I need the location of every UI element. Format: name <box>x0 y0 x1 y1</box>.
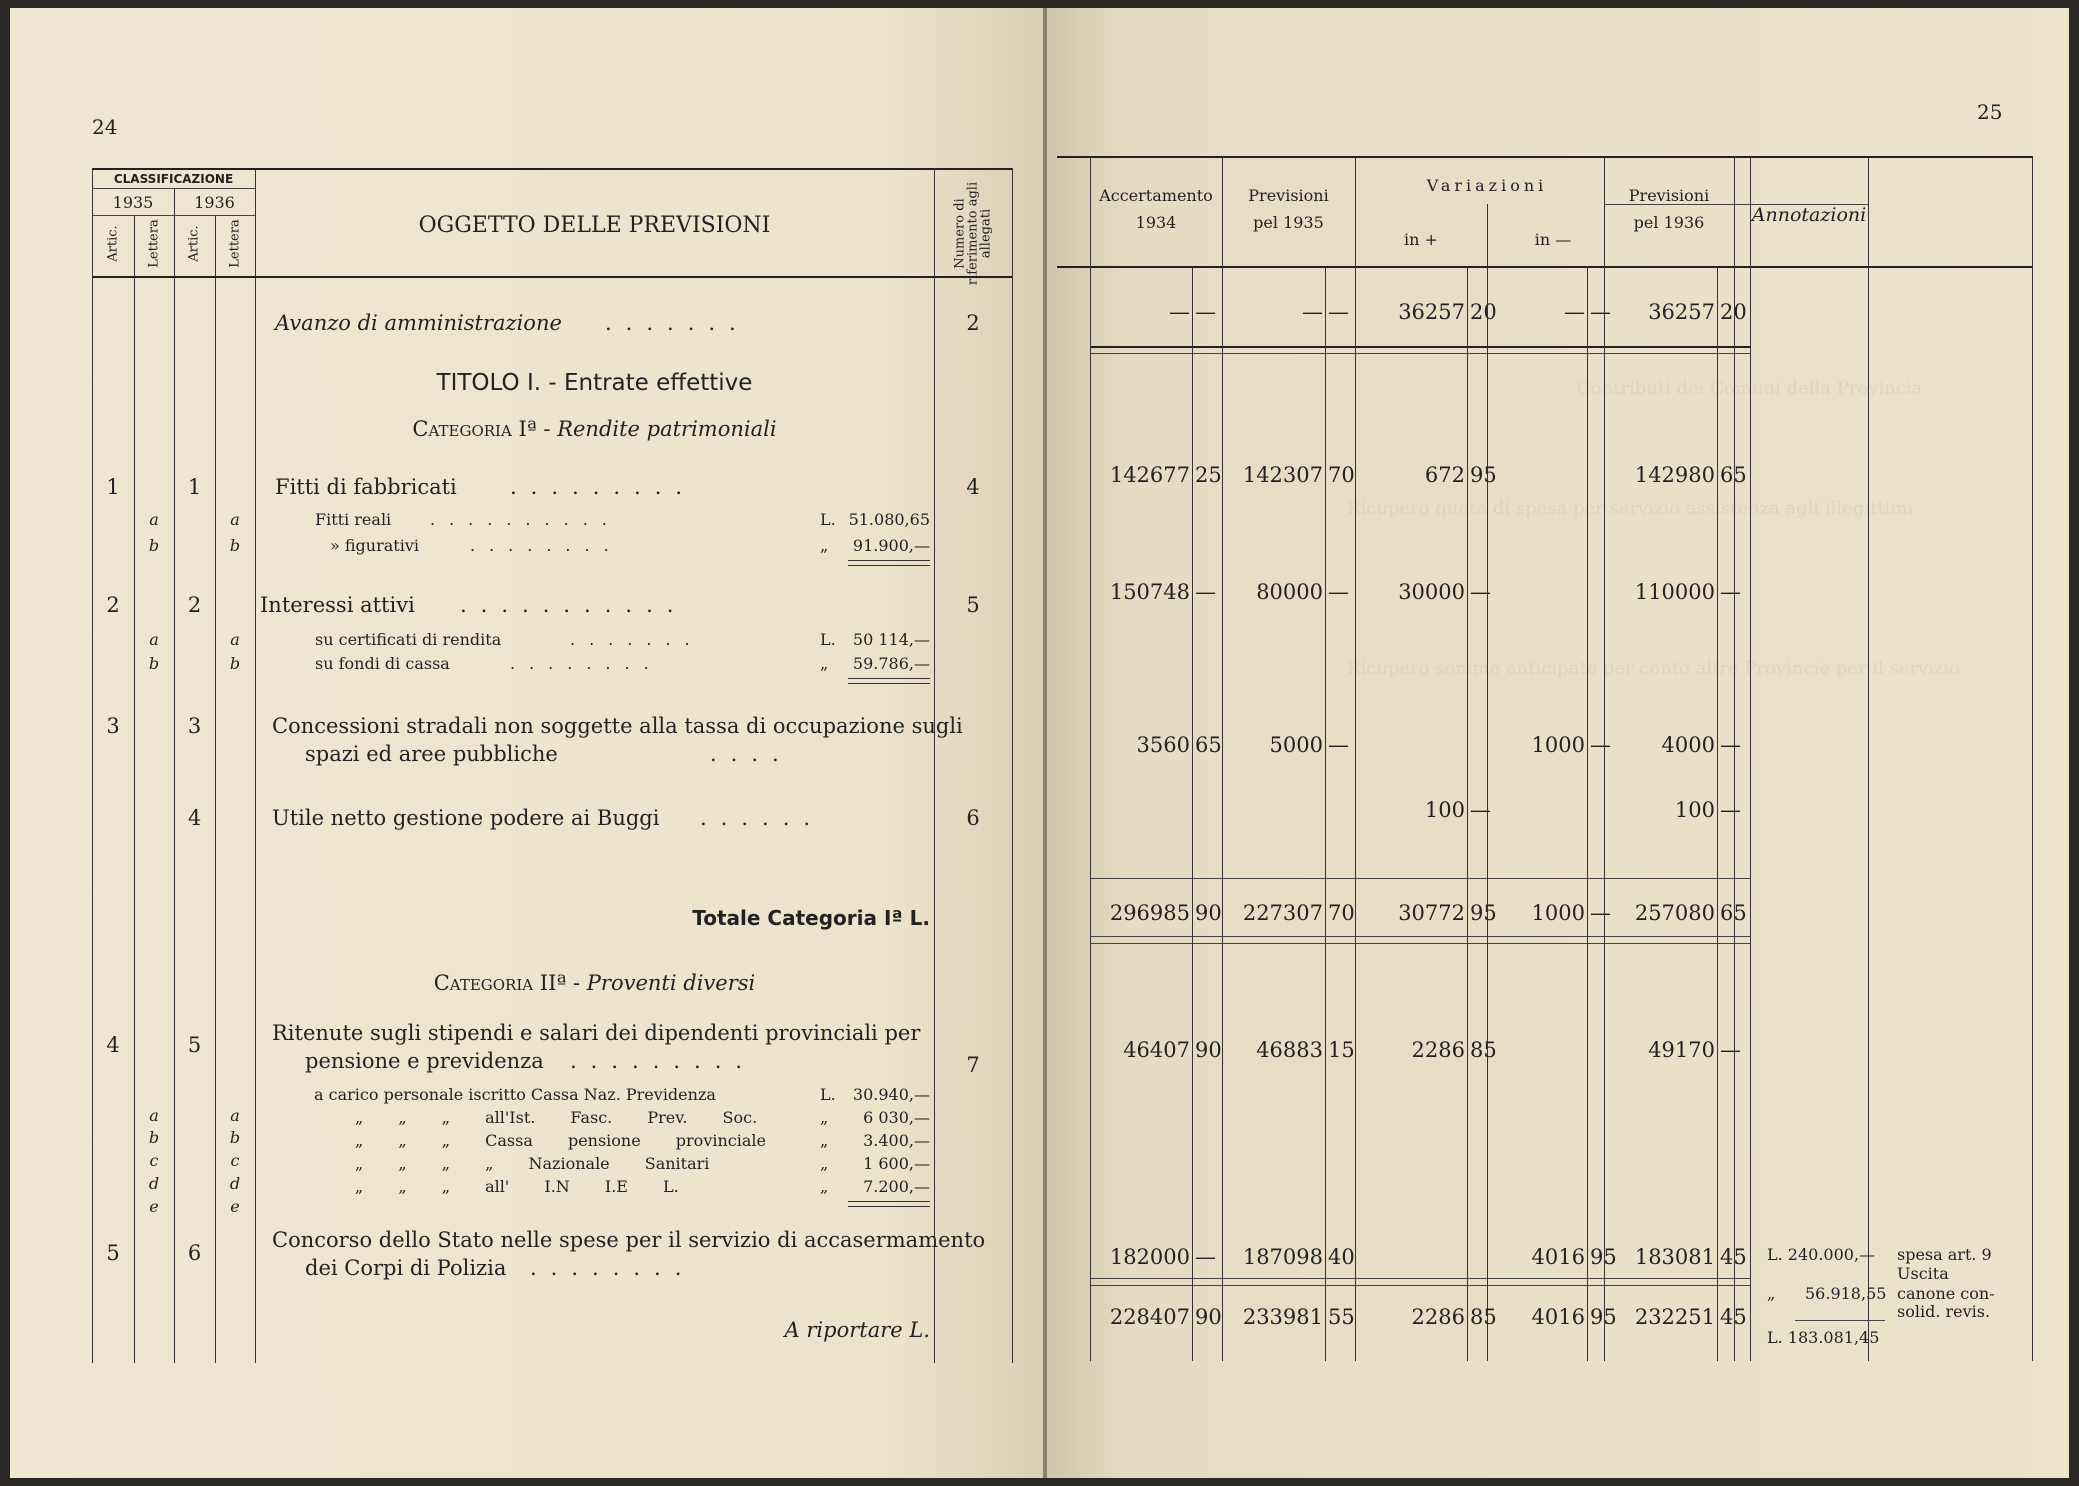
amount-ritenute-plus-int: 2286 <box>1411 1038 1465 1062</box>
amount-avanzo-acc-cents: — <box>1195 300 1216 324</box>
amount-fitti-acc-cents: 25 <box>1195 463 1222 487</box>
amount-avanzo-minus-int: — <box>1564 300 1585 324</box>
text-cell: 3.400,— <box>863 1131 930 1150</box>
interessi-label: Interessi attivi <box>260 593 415 617</box>
text-cell: 7 <box>966 1053 980 1077</box>
amount-concess-minus-int: 1000 <box>1531 733 1585 757</box>
text-cell: 3 <box>187 714 202 738</box>
text-cell: ....... <box>570 630 704 649</box>
text-cell: 2 <box>106 593 120 617</box>
amount-riportare-p35-cents: 55 <box>1328 1305 1355 1329</box>
amount-avanzo-p36-cents: 20 <box>1720 300 1747 324</box>
amount-concess-p36-int: 4000 <box>1661 733 1715 757</box>
text-cell: „ <box>820 1131 829 1150</box>
text-cell: su certificati di rendita <box>315 630 502 649</box>
categoria-1-heading: Categoria Iª - Rendite patrimoniali <box>412 417 777 441</box>
text-cell: 1 <box>106 475 120 499</box>
amount-fitti-plus-cents: 95 <box>1470 463 1497 487</box>
text-cell: solid. revis. <box>1897 1302 1991 1321</box>
amount-totale-p35-int: 227307 <box>1242 901 1323 925</box>
lettera-header-1935: Lettera <box>146 219 162 268</box>
amount-interessi-p35-cents: — <box>1328 580 1349 604</box>
amount-interessi-acc-int: 150748 <box>1109 580 1190 604</box>
amount-riportare-p36-int: 232251 <box>1634 1305 1715 1329</box>
amount-concess-p35-cents: — <box>1328 733 1349 757</box>
text-cell: Fitti reali <box>315 510 392 529</box>
amount-avanzo-plus-cents: 20 <box>1470 300 1497 324</box>
amount-utile-p36-cents: — <box>1720 798 1741 822</box>
amount-riportare-p36-cents: 45 <box>1720 1305 1747 1329</box>
amount-interessi-p35-int: 80000 <box>1256 580 1323 604</box>
text-cell: d <box>229 1174 241 1193</box>
text-cell: b <box>229 536 241 555</box>
annotation-amount-2: 56.918,55 <box>1805 1284 1887 1303</box>
text-cell: a carico personale iscritto Cassa Naz. Previdenza <box>314 1085 716 1104</box>
text-cell: L. <box>820 510 836 529</box>
amount-ritenute-p35-int: 46883 <box>1256 1038 1323 1062</box>
amount-concess-minus-cents: — <box>1590 733 1611 757</box>
text-cell: b <box>229 1128 241 1147</box>
a-riportare-label: A riportare L. <box>784 1318 930 1342</box>
text-cell: 30.940,— <box>852 1085 930 1104</box>
previsioni-1935-header: Previsioni <box>1248 186 1329 205</box>
amount-fitti-p35-int: 142307 <box>1242 463 1323 487</box>
page-number-left: 24 <box>92 115 118 139</box>
amount-interessi-p36-int: 110000 <box>1634 580 1715 604</box>
text-cell: 5 <box>106 1241 120 1265</box>
text-cell: ...... <box>700 806 825 830</box>
text-cell: » figurativi <box>330 536 419 555</box>
amount-ritenute-p35-cents: 15 <box>1328 1038 1355 1062</box>
amount-fitti-acc-int: 142677 <box>1109 463 1190 487</box>
amount-totale-plus-cents: 95 <box>1470 901 1497 925</box>
avanzo-ref: 2 <box>966 311 980 335</box>
amount-ritenute-plus-cents: 85 <box>1470 1038 1497 1062</box>
text-cell: dei Corpi di Polizia <box>305 1256 507 1280</box>
lettera-header-1936: Lettera <box>227 219 243 268</box>
amount-concess-p36-cents: — <box>1720 733 1741 757</box>
amount-ritenute-p36-int: 49170 <box>1648 1038 1715 1062</box>
numero-riferimento-header: Numero di riferimento agli allegati <box>952 181 994 286</box>
text-cell: pensione e previdenza <box>305 1049 544 1073</box>
text-cell: ........ <box>470 536 623 555</box>
text-cell: ......... <box>510 475 697 499</box>
text-cell: su fondi di cassa <box>315 654 450 673</box>
amount-utile-plus-cents: — <box>1470 798 1491 822</box>
text-cell: a <box>149 630 159 649</box>
artic-header-1936: Artic. <box>186 225 202 262</box>
amount-fitti-plus-int: 672 <box>1424 463 1465 487</box>
text-cell: ......... <box>570 1049 757 1073</box>
classificazione-header: CLASSIFICAZIONE <box>113 172 234 186</box>
annotazioni-header: Annotazioni <box>1751 204 1867 226</box>
text-cell: 59.786,— <box>852 654 930 673</box>
text-cell: ........... <box>460 593 688 617</box>
amount-avanzo-plus-int: 36257 <box>1398 300 1465 324</box>
text-cell: 1 600,— <box>863 1154 930 1173</box>
text-cell: 6 <box>187 1241 202 1265</box>
ritenute-label: Ritenute sugli stipendi e salari dei dipendenti provinciali per <box>272 1021 921 1045</box>
totale-categoria-1: Totale Categoria Iª L. <box>692 906 930 930</box>
text-cell: 6 030,— <box>863 1108 930 1127</box>
amount-concorso-p35-int: 187098 <box>1242 1245 1323 1269</box>
text-cell: Uscita <box>1897 1264 1949 1283</box>
text-cell: L. <box>820 1085 836 1104</box>
amount-riportare-p35-int: 233981 <box>1242 1305 1323 1329</box>
text-cell: 1 <box>187 475 202 499</box>
accertamento-header: Accertamento <box>1099 186 1213 205</box>
text-cell: b <box>148 1128 160 1147</box>
concorso-label: Concorso dello Stato nelle spese per il servizio di accasermamento <box>272 1228 986 1252</box>
text-cell: c <box>230 1151 240 1170</box>
left-page <box>10 8 1045 1478</box>
text-cell: „ <box>1767 1284 1776 1303</box>
text-cell: „ „ „ „ Nazionale Sanitari <box>355 1154 710 1173</box>
amount-fitti-p36-cents: 65 <box>1720 463 1747 487</box>
year-1936-header: 1936 <box>194 193 235 212</box>
amount-concess-acc-int: 3560 <box>1136 733 1190 757</box>
amount-avanzo-p35-cents: — <box>1328 300 1349 324</box>
amount-interessi-p36-cents: — <box>1720 580 1741 604</box>
text-cell: .......... <box>430 510 621 529</box>
text-cell: a <box>230 1106 240 1125</box>
amount-totale-p35-cents: 70 <box>1328 901 1355 925</box>
amount-interessi-plus-cents: — <box>1470 580 1491 604</box>
amount-riportare-acc-cents: 90 <box>1195 1305 1222 1329</box>
amount-avanzo-p35-int: — <box>1302 300 1323 324</box>
text-cell: e <box>230 1197 240 1216</box>
text-cell: 2 <box>187 593 202 617</box>
text-cell: spesa art. 9 <box>1897 1245 1992 1264</box>
oggetto-header: OGGETTO DELLE PREVISIONI <box>418 213 771 238</box>
amount-ritenute-acc-cents: 90 <box>1195 1038 1222 1062</box>
amount-riportare-minus-cents: 95 <box>1590 1305 1617 1329</box>
amount-fitti-p35-cents: 70 <box>1328 463 1355 487</box>
avanzo-label: Avanzo di amministrazione <box>275 311 562 335</box>
amount-totale-acc-int: 296985 <box>1109 901 1190 925</box>
text-cell: „ „ „ Cassa pensione provinciale <box>355 1131 766 1150</box>
text-cell: d <box>148 1174 160 1193</box>
text-cell: 50 114,— <box>852 630 930 649</box>
amount-utile-plus-int: 100 <box>1424 798 1465 822</box>
amount-ritenute-acc-int: 46407 <box>1123 1038 1190 1062</box>
amount-concorso-acc-int: 182000 <box>1109 1245 1190 1269</box>
previsioni-1936-header: Previsioni <box>1628 186 1710 205</box>
text-cell: ........ <box>530 1256 696 1280</box>
text-cell: 91.900,— <box>852 536 930 555</box>
amount-totale-plus-int: 30772 <box>1398 901 1465 925</box>
amount-ritenute-p36-cents: — <box>1720 1038 1741 1062</box>
text-cell: b <box>229 654 241 673</box>
text-cell: „ „ „ all'Ist. Fasc. Prev. Soc. <box>355 1108 758 1127</box>
amount-interessi-acc-cents: — <box>1195 580 1216 604</box>
text-cell: „ <box>820 536 829 555</box>
text-cell: „ <box>820 654 829 673</box>
text-cell: pel 1936 <box>1633 213 1705 232</box>
text-cell: 5 <box>966 593 980 617</box>
text-cell: „ <box>820 1177 829 1196</box>
amount-avanzo-acc-int: — <box>1169 300 1190 324</box>
annotation-amount-1: L. 240.000,— <box>1767 1245 1876 1264</box>
annotation-total: L. 183.081,45 <box>1767 1328 1880 1347</box>
text-cell: 4 <box>187 806 202 830</box>
text-cell: ........ <box>510 654 663 673</box>
text-cell: L. <box>820 630 836 649</box>
text-cell: 51.080,65 <box>848 510 930 529</box>
amount-totale-p36-cents: 65 <box>1720 901 1747 925</box>
text-cell: a <box>149 1106 159 1125</box>
amount-totale-minus-cents: — <box>1590 901 1611 925</box>
titolo-heading: TITOLO I. - Entrate effettive <box>436 370 753 396</box>
book-spread <box>10 8 2069 1478</box>
text-cell: canone con- <box>1897 1284 1995 1303</box>
right-page: 25 Contributi dei Comuni della Provincia Ricupero quota di spesa per servizio assistenza agli illegittimi Ricupero somme anticipate per conto altre Provincie per il servizio Accertamento 1934 Previsioni pel 1935 Variazioni in + in — Previsioni pel 1936 Annotazioni — — — — 36257 20 — — 36257 20 142677 25 142307 70 672 95 142980 65 150748 — 80000 — 30000 — 110000 — 3560 65 5000 — 1000 — 4000 — 100 — 100 — 296985 90 227307 70 30772 95 1000 — 257080 65 46407 90 46883 15 2286 85 49170 — 182000 — 187098 40 4016 95 183081 45 228407 90 233981 55 2286 85 4016 95 232251 45 L. 240.000,— spesa art. 9 Uscita „ 56.918,55 canone con- solid. revis. L. 183.081,45 <box>1047 8 2069 1478</box>
amount-concorso-acc-cents: — <box>1195 1245 1216 1269</box>
text-cell: „ <box>820 1154 829 1173</box>
text-cell: b <box>148 654 160 673</box>
text-cell: a <box>230 630 240 649</box>
amount-fitti-p36-int: 142980 <box>1634 463 1715 487</box>
text-cell: 5 <box>187 1033 202 1057</box>
amount-concorso-minus-int: 4016 <box>1531 1245 1585 1269</box>
text-cell: pel 1935 <box>1253 213 1324 232</box>
amount-riportare-acc-int: 228407 <box>1109 1305 1190 1329</box>
amount-riportare-plus-cents: 85 <box>1470 1305 1497 1329</box>
amount-concess-acc-cents: 65 <box>1195 733 1222 757</box>
variazioni-header: Variazioni <box>1426 176 1548 195</box>
text-cell: a <box>149 510 159 529</box>
fitti-label: Fitti di fabbricati <box>275 475 457 499</box>
text-cell: „ <box>820 1108 829 1127</box>
text-cell: .... <box>710 742 793 766</box>
amount-concorso-p35-cents: 40 <box>1328 1245 1355 1269</box>
text-cell: ....... <box>605 311 750 335</box>
amount-concess-p35-int: 5000 <box>1269 733 1323 757</box>
text-cell: 4 <box>966 475 980 499</box>
amount-concorso-p36-cents: 45 <box>1720 1245 1747 1269</box>
amount-riportare-minus-int: 4016 <box>1531 1305 1585 1329</box>
amount-concorso-minus-cents: 95 <box>1590 1245 1617 1269</box>
categoria-2-heading: Categoria IIª - Proventi diversi <box>433 971 756 995</box>
amount-concorso-p36-int: 183081 <box>1634 1245 1715 1269</box>
in-plus-header: in + <box>1404 230 1438 249</box>
amount-avanzo-p36-int: 36257 <box>1648 300 1715 324</box>
text-cell: 7.200,— <box>863 1177 930 1196</box>
year-1935-header: 1935 <box>112 193 154 212</box>
text-cell: 1934 <box>1135 213 1177 232</box>
utile-label: Utile netto gestione podere ai Buggi <box>272 806 660 830</box>
text-cell: b <box>148 536 160 555</box>
text-cell: „ „ „ all' I.N I.E L. <box>355 1177 679 1196</box>
amount-utile-p36-int: 100 <box>1674 798 1715 822</box>
amount-riportare-plus-int: 2286 <box>1411 1305 1465 1329</box>
amount-avanzo-minus-cents: — <box>1590 300 1611 324</box>
amount-totale-acc-cents: 90 <box>1195 901 1222 925</box>
text-cell: 3 <box>106 714 120 738</box>
text-cell: spazi ed aree pubbliche <box>305 742 558 766</box>
text-cell: e <box>149 1197 159 1216</box>
in-minus-header: in — <box>1534 230 1572 249</box>
text-cell: a <box>230 510 240 529</box>
concessioni-label: Concessioni stradali non soggette alla tassa di occupazione sugli <box>272 714 963 738</box>
amount-totale-minus-int: 1000 <box>1531 901 1585 925</box>
amount-interessi-plus-int: 30000 <box>1398 580 1465 604</box>
artic-header-1935: Artic. <box>105 225 121 262</box>
page-number-right: 25 <box>1977 100 2003 124</box>
amount-totale-p36-int: 257080 <box>1634 901 1715 925</box>
text-cell: c <box>149 1151 159 1170</box>
text-cell: 6 <box>966 806 980 830</box>
text-cell: 4 <box>106 1033 120 1057</box>
